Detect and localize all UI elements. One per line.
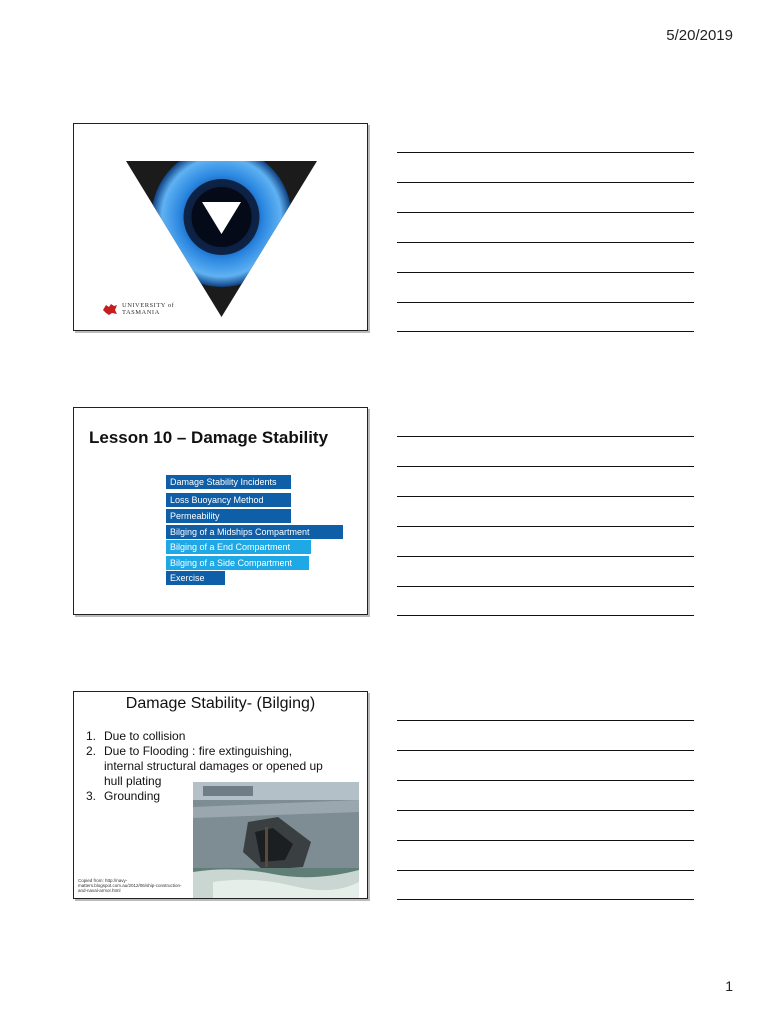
image-credit: Copied from: http://navy-matters.blogspot.com.au/2012/06/ship-construction-and-naval-armor.html: [78, 878, 182, 893]
menu-item-midships[interactable]: Bilging of a Midships Compartment: [166, 525, 343, 539]
menu-item-permeability[interactable]: Permeability: [166, 509, 291, 523]
slide-2-thumbnail: [73, 407, 368, 615]
print-date: 5/20/2019: [666, 27, 733, 44]
slide-3-thumbnail: [73, 691, 368, 899]
logo-text-tasmania: TASMANIA: [122, 309, 160, 316]
eye-triangle-logo: [124, 159, 319, 319]
menu-item-end-compartment[interactable]: Bilging of a End Compartment: [166, 540, 311, 554]
menu-item-exercise[interactable]: Exercise: [166, 571, 225, 585]
slide-1-thumbnail: [73, 123, 368, 331]
list-item: 1. Due to collision: [86, 729, 186, 743]
lesson-title: Lesson 10 – Damage Stability: [89, 428, 329, 447]
bilging-causes-list: [86, 729, 331, 804]
menu-item-loss-buoyancy[interactable]: Loss Buoyancy Method: [166, 493, 291, 507]
menu-item-side-compartment[interactable]: Bilging of a Side Compartment: [166, 556, 309, 570]
bilging-title: Damage Stability- (Bilging): [125, 695, 316, 712]
menu-item-incidents[interactable]: Damage Stability Incidents: [166, 475, 291, 489]
list-item: 2. Due to Flooding : fire extinguishing, internal structural damages or opened up hull plating: [86, 744, 323, 788]
lion-icon: [102, 302, 118, 316]
list-item: 3. Grounding: [86, 789, 161, 803]
logo-text-university: UNIVERSITY of: [122, 302, 175, 309]
page-number: 1: [725, 978, 733, 994]
university-logo: [102, 302, 174, 316]
